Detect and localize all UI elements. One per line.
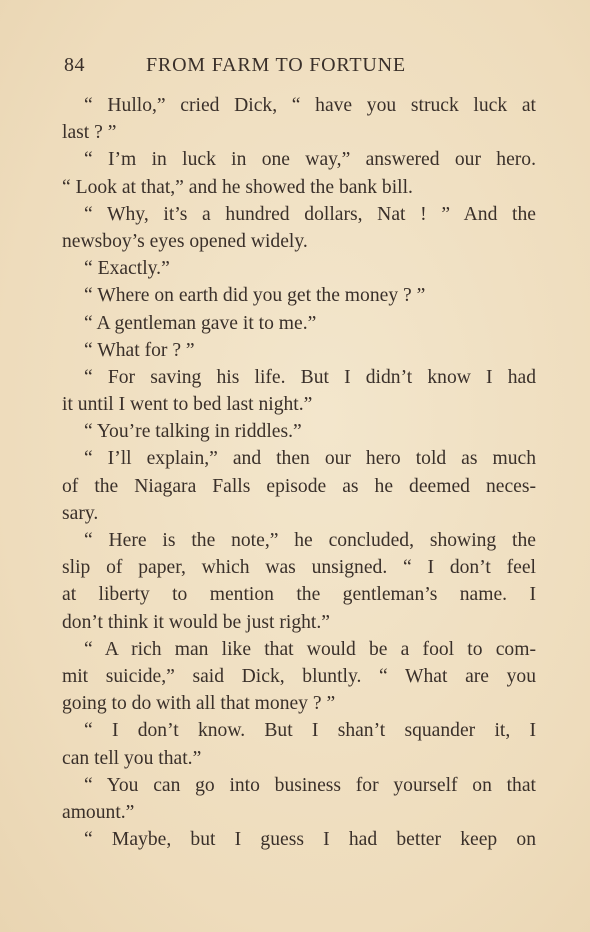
text-line: “ I’ll explain,” and then our hero told as much [84, 448, 536, 470]
text-line: “ Where on earth did you get the money ? ” [84, 285, 426, 307]
text-line: “ Here is the note,” he concluded, showing the [84, 530, 536, 551]
text-line: slip of paper, which was unsigned. “ I don’t feel [62, 557, 536, 579]
text-line: “ Maybe, but I guess I had better keep on [84, 829, 536, 851]
body-text [62, 92, 536, 853]
text-line: “ A gentleman gave it to me.” [84, 312, 317, 334]
text-line: mit suicide,” said Dick, bluntly. “ What are you [62, 665, 536, 687]
text-line: “ For saving his life. But I didn’t know I had [84, 366, 536, 388]
text-line: newsboy’s eyes opened widely. [62, 230, 308, 252]
text-line: it until I went to bed last night.” [62, 394, 313, 416]
text-line: going to do with all that money ? ” [62, 693, 336, 715]
page-header [64, 54, 464, 80]
text-line: “ You can go into business for yourself on that [84, 774, 536, 796]
text-line: last ? ” [62, 122, 117, 144]
text-line: of the Niagara Falls episode as he deemed neces- [62, 475, 536, 497]
text-line: “ What for ? ” [84, 339, 195, 361]
text-line: “ I don’t know. But I shan’t squander it, I [84, 720, 536, 742]
text-line: sary. [62, 502, 99, 524]
text-line: “ Hullo,” cried Dick, “ have you struck luck at [84, 95, 536, 116]
page-number: 84 [64, 54, 85, 76]
text-line: “ Exactly.” [84, 258, 170, 280]
text-line: at liberty to mention the gentleman’s name. I [62, 584, 536, 606]
text-line: “ A rich man like that would be a fool to com- [84, 638, 536, 660]
text-line: “ I’m in luck in one way,” answered our hero. [84, 149, 536, 171]
text-line: “ Why, it’s a hundred dollars, Nat ! ” And the [84, 203, 536, 225]
text-line: don’t think it would be just right.” [62, 611, 330, 633]
text-line: amount.” [62, 801, 135, 823]
text-line: “ Look at that,” and he showed the bank bill. [62, 176, 413, 198]
text-line: “ You’re talking in riddles.” [84, 421, 302, 443]
text-line: can tell you that.” [62, 747, 202, 769]
running-title: FROM FARM TO FORTUNE [146, 54, 406, 76]
